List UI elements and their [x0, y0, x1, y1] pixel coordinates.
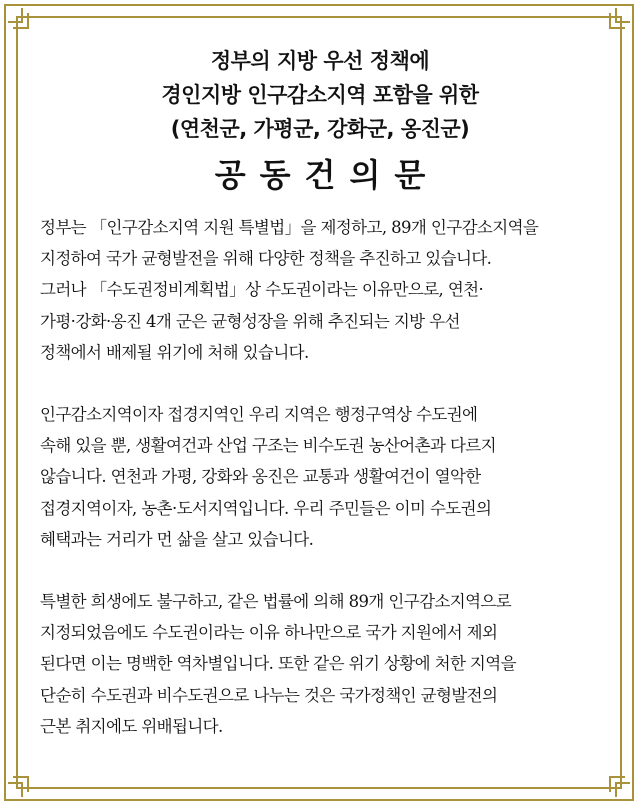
title-line-1: 정부의 지방 우선 정책에: [210, 49, 430, 73]
text-line: 혜택과는 거리가 먼 삶을 살고 있습니다.: [40, 529, 314, 549]
text-line: 된다면 이는 명백한 역차별입니다. 또한 같은 위기 상황에 처한 지역을: [40, 654, 516, 674]
paragraph-3: [40, 586, 606, 742]
text-line: 근본 취지에도 위배됩니다.: [40, 716, 223, 736]
title-line-3: (연천군, 가평군, 강화군, 옹진군): [170, 117, 470, 141]
text-line: 않습니다. 연천과 가평, 강화와 옹진은 교통과 생활여건이 열악한: [40, 467, 481, 487]
text-line: 접경지역이자, 농촌·도서지역입니다. 우리 주민들은 이미 수도권의: [40, 498, 492, 518]
text-line: 속해 있을 뿐, 생활여건과 산업 구조는 비수도권 농산어촌과 다르지: [40, 436, 496, 456]
text-line: 가평·강화·옹진 4개 군은 균형성장을 위해 추진되는 지방 우선: [40, 311, 460, 331]
paragraph-1: [40, 212, 606, 368]
text-line: 그러나 「수도권정비계획법」상 수도권이라는 이유만으로, 연천·: [40, 280, 484, 300]
text-line: 지정하여 국가 균형발전을 위해 다양한 정책을 추진하고 있습니다.: [40, 249, 492, 269]
title-block: [0, 44, 640, 200]
text-line: 정책에서 배제될 위기에 처해 있습니다.: [40, 342, 309, 362]
text-line: 특별한 희생에도 불구하고, 같은 법률에 의해 89개 인구감소지역으로: [40, 592, 512, 612]
document-body: [40, 212, 606, 773]
paragraph-2: [40, 399, 606, 555]
text-line: 지정되었음에도 수도권이라는 이유 하나만으로 국가 지원에서 제외: [40, 623, 498, 643]
title-line-2: 경인지방 인구감소지역 포함을 위한: [161, 83, 479, 107]
document-title: 공동건의문: [214, 156, 440, 194]
text-line: 정부는 「인구감소지역 지원 특별법」을 제정하고, 89개 인구감소지역을: [40, 218, 539, 237]
text-line: 인구감소지역이자 접경지역인 우리 지역은 행정구역상 수도권에: [40, 405, 478, 425]
text-line: 단순히 수도권과 비수도권으로 나누는 것은 국가정책인 균형발전의: [40, 685, 498, 705]
